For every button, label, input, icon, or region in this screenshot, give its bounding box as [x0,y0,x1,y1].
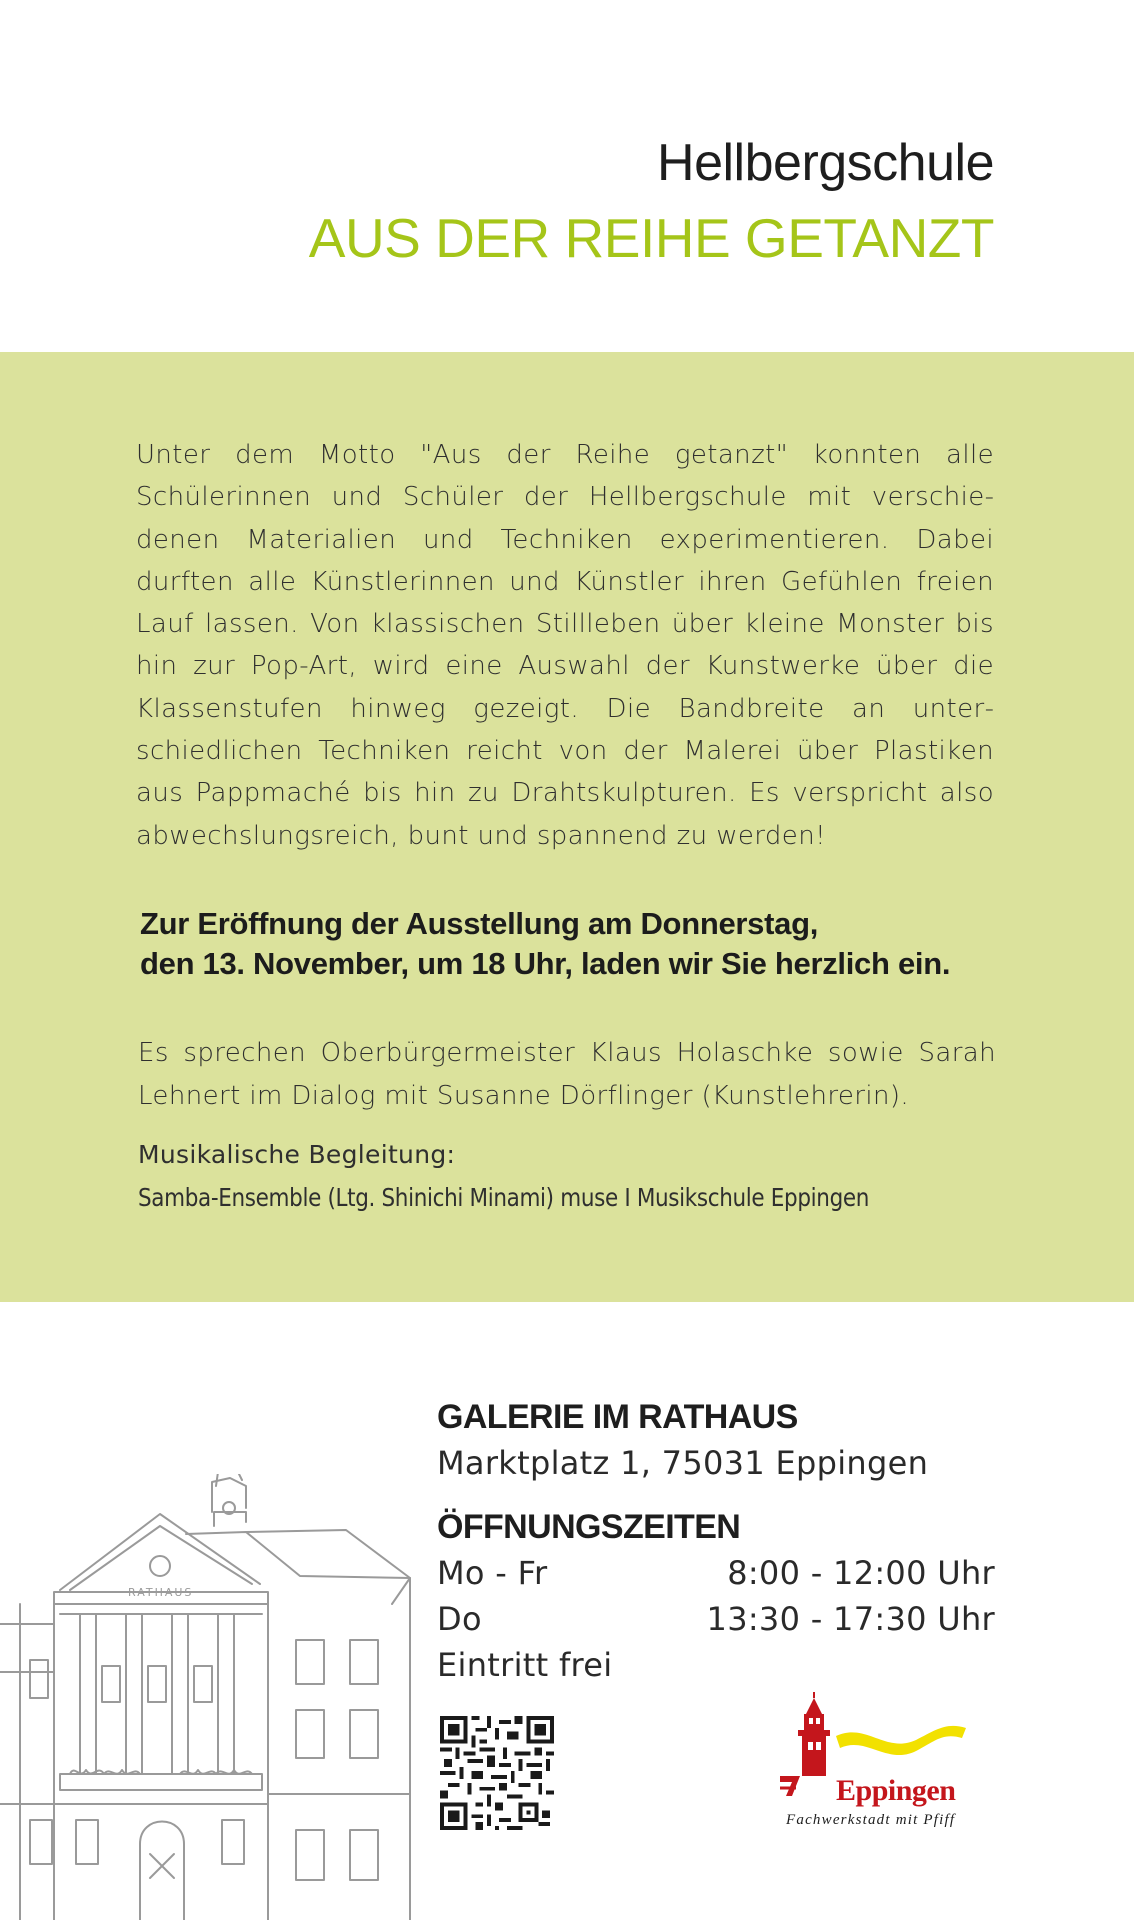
hours-row [437,1600,995,1646]
hours-time: 13:30 - 17:30 Uhr [706,1600,995,1638]
logo-slogan: Fachwerkstadt mit Pfiff [786,1812,956,1828]
opening-line-2: den 13. November, um 18 Uhr, laden wir Sie herzlich ein. [140,946,951,981]
qr-code[interactable] [440,1716,554,1830]
opening-line-1: Zur Eröffnung der Ausstellung am Donnerstag, [140,906,819,941]
eppingen-logo[interactable] [776,1692,996,1832]
hours-day: Mo - Fr [437,1554,548,1592]
logo-brand: Eppingen [836,1774,956,1807]
school-name: Hellbergschule [657,134,994,192]
opening-hours-title: ÖFFNUNGSZEITEN [437,1508,741,1546]
exhibition-title: AUS DER REIHE GETANZT [308,207,994,269]
hours-row [437,1554,995,1600]
gallery-address: Marktplatz 1, 75031 Eppingen [437,1444,929,1482]
intro-text: Unter dem Motto "Aus der Reihe getanzt" konnten alle Schülerinnen und Schüler der Hellbergschule mit verschiedenen Materialien und Techniken experimentieren. Dabei durften alle Künstlerinnen und Künstler ihren Gefühlen freien Lauf lassen. Von klassischen Stillleben über kleine Monster bis hin zur Pop-Art, wird eine Auswahl der Kunstwerke über die Klassenstufen hinweg gezeigt. Die Bandbreite an unterschiedlichen Techniken reicht von der Malerei über Plastiken aus Pappmaché bis hin zu Drahtskulpturen. Es verspricht also abwechslungsreich, bunt und spannend zu werden! [136,440,994,851]
opening-invitation [140,904,1020,984]
music-ensemble: Samba-Ensemble (Ltg. Shinichi Minami) muse I Musikschule Eppingen [138,1183,870,1212]
admission-info: Eintritt frei [437,1646,613,1684]
hours-time: 8:00 - 12:00 Uhr [727,1554,995,1592]
header [0,0,1134,352]
town-hall-sketch [0,1474,420,1920]
building-sign: RATHAUS [128,1586,194,1599]
footer [0,1302,1134,1920]
hours-day: Do [437,1600,482,1638]
music-label: Musikalische Begleitung: [138,1140,456,1169]
info-panel [0,352,1134,1302]
speakers-text: Es sprechen Oberbürgermeister Klaus Holaschke sowie Sarah Lehnert im Dialog mit Susanne Dörflinger (Kunstlehrerin). [138,1038,996,1111]
gallery-name: GALERIE IM RATHAUS [437,1398,798,1436]
